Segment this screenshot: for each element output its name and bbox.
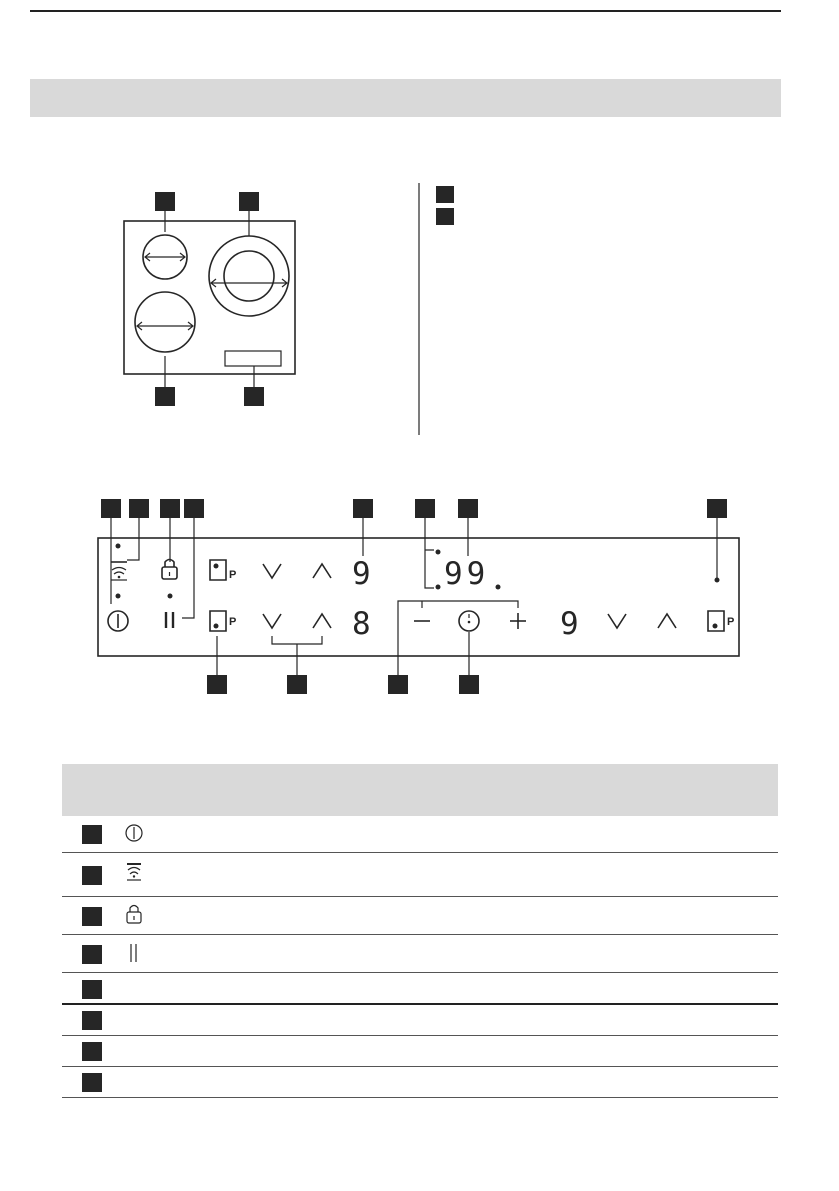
- lock-icon: [122, 903, 146, 927]
- decrease-chevron-icon[interactable]: [263, 614, 281, 628]
- on-off-icon[interactable]: [108, 611, 128, 631]
- decrease-chevron-icon[interactable]: [263, 564, 281, 578]
- legend-marker: [436, 208, 454, 225]
- row-number-marker: [82, 945, 102, 964]
- table-row: [62, 1067, 778, 1098]
- power-display-top: 9: [352, 556, 371, 592]
- svg-text:P: P: [727, 616, 735, 628]
- decrease-chevron-icon[interactable]: [608, 614, 626, 628]
- table-row: [62, 1005, 778, 1036]
- timer-display: 99: [444, 556, 490, 592]
- callout-marker: [207, 675, 227, 694]
- svg-text:P: P: [229, 616, 237, 628]
- row-number-marker: [82, 825, 102, 844]
- timer-plus-icon[interactable]: [510, 613, 526, 629]
- power-boost-button-bottom[interactable]: [210, 611, 236, 631]
- callout-marker: [707, 499, 727, 518]
- table-row: [62, 935, 778, 973]
- row-number-marker: [82, 980, 102, 999]
- row-number-marker: [82, 866, 102, 885]
- table-row: [62, 816, 778, 853]
- control-panel-area: [225, 351, 281, 366]
- cooking-zone-large: [135, 292, 195, 352]
- table-row: [62, 1036, 778, 1067]
- power-display-bottom: 8: [352, 606, 371, 642]
- callout-marker: [287, 675, 307, 694]
- power-boost-button-right[interactable]: [708, 611, 734, 631]
- callout-marker: [184, 499, 204, 518]
- timer-clock-icon[interactable]: [459, 611, 479, 631]
- increase-chevron-icon[interactable]: [313, 614, 331, 628]
- row-number-marker: [82, 1073, 102, 1092]
- pause-icon[interactable]: [166, 612, 173, 628]
- table-row: [62, 897, 778, 935]
- callout-marker: [101, 499, 121, 518]
- cooking-zone-double-inner: [224, 251, 274, 301]
- hob2hood-icon[interactable]: [111, 562, 127, 580]
- hob2hood-icon: [122, 861, 146, 885]
- legend-table: [62, 764, 778, 1098]
- callout-marker: [388, 675, 408, 694]
- on-off-icon: [122, 822, 146, 846]
- callout-marker: [458, 499, 478, 518]
- callout-marker: [415, 499, 435, 518]
- legend-table-header: [62, 764, 778, 816]
- table-row: [62, 853, 778, 897]
- callout-marker: [239, 192, 259, 211]
- power-display-right: 9: [560, 606, 579, 642]
- cooking-zone-double-outer: [209, 236, 289, 316]
- callout-marker: [155, 387, 175, 406]
- callout-marker: [459, 675, 479, 694]
- table-row: [62, 973, 778, 1005]
- lock-icon[interactable]: [162, 560, 177, 580]
- increase-chevron-icon[interactable]: [313, 564, 331, 578]
- callout-marker: [160, 499, 180, 518]
- legend-marker: [436, 186, 454, 203]
- callout-marker: [129, 499, 149, 518]
- callout-marker: [155, 192, 175, 211]
- callout-marker: [244, 387, 264, 406]
- pause-icon: [122, 941, 146, 965]
- svg-text:P: P: [229, 569, 237, 581]
- callout-marker: [353, 499, 373, 518]
- increase-chevron-icon[interactable]: [658, 614, 676, 628]
- row-number-marker: [82, 907, 102, 926]
- row-number-marker: [82, 1042, 102, 1061]
- power-boost-button-top[interactable]: [210, 560, 236, 581]
- row-number-marker: [82, 1011, 102, 1030]
